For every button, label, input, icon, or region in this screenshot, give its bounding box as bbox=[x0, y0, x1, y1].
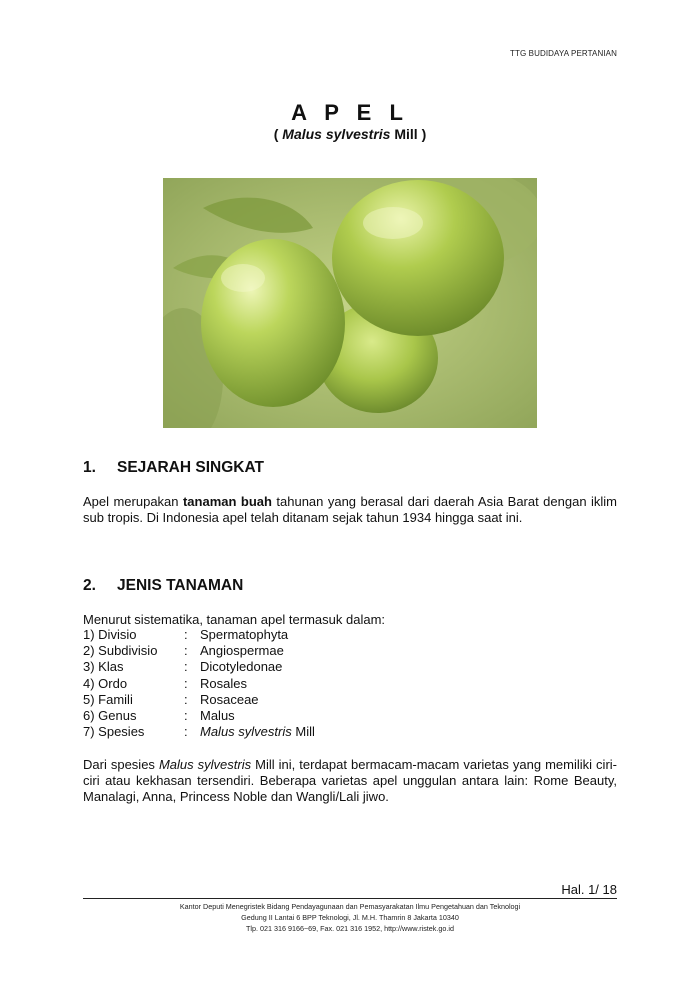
taxonomy-row bbox=[83, 708, 617, 724]
taxonomy-value-rest: Mill bbox=[291, 724, 315, 740]
sejarah-text-a: Apel merupakan bbox=[83, 494, 183, 509]
taxonomy-separator: : bbox=[184, 643, 188, 659]
footer-line-office: Kantor Deputi Menegristek Bidang Pendayagunaan dan Pemasyarakatan Ilmu Pengetahuan dan Teknologi bbox=[179, 902, 521, 911]
taxonomy-value-latin: Malus sylvestris bbox=[200, 724, 292, 740]
taxonomy-value: Malus bbox=[200, 708, 235, 724]
taxonomy-value: Rosales bbox=[200, 675, 247, 691]
taxonomy-value: Dicotyledonae bbox=[200, 659, 283, 675]
subtitle-rest: Mill ) bbox=[390, 126, 427, 142]
footer bbox=[83, 901, 617, 934]
apple-photo-illustration bbox=[163, 178, 537, 428]
section-title: SEJARAH SINGKAT bbox=[117, 459, 264, 476]
taxonomy-key: 5) Famili bbox=[83, 691, 133, 707]
jenis-closing-paragraph bbox=[83, 757, 617, 805]
footer-divider bbox=[83, 898, 617, 899]
taxonomy-value: Rosaceae bbox=[200, 691, 259, 707]
taxonomy-row bbox=[83, 676, 617, 692]
taxonomy-key: 4) Ordo bbox=[83, 675, 128, 691]
taxonomy-separator: : bbox=[184, 708, 188, 724]
taxonomy-row bbox=[83, 659, 617, 675]
taxonomy-separator: : bbox=[184, 627, 188, 642]
closing-text-a: Dari spesies bbox=[83, 757, 159, 772]
sejarah-text-bold: tanaman buah bbox=[182, 494, 272, 509]
taxonomy-separator: : bbox=[184, 724, 188, 740]
taxonomy-separator: : bbox=[184, 675, 188, 691]
section-heading-sejarah bbox=[83, 459, 264, 477]
taxonomy-separator: : bbox=[184, 691, 188, 707]
taxonomy-key: 6) Genus bbox=[83, 708, 137, 724]
subtitle-latin-name: Malus sylvestris bbox=[282, 126, 391, 142]
taxonomy-row bbox=[83, 627, 617, 643]
section-number: 1. bbox=[83, 459, 96, 476]
document-subtitle bbox=[0, 126, 700, 142]
footer-line-address: Gedung II Lantai 6 BPP Teknologi, Jl. M.H. Thamrin 8 Jakarta 10340 bbox=[241, 913, 459, 922]
document-title: A P E L bbox=[291, 100, 409, 125]
taxonomy-list bbox=[83, 627, 617, 740]
sejarah-text-b: tahunan yang berasal dari daerah Asia Barat dengan iklim sub tropis. Di Indonesia apel telah ditanam sejak tahun 1934 hingga saat ini. bbox=[83, 494, 618, 525]
header-note: TTG BUDIDAYA PERTANIAN bbox=[510, 49, 617, 58]
taxonomy-separator: : bbox=[184, 659, 188, 675]
taxonomy-value: Spermatophyta bbox=[200, 627, 289, 642]
section-number: 2. bbox=[83, 577, 96, 594]
apple-photo bbox=[163, 178, 537, 428]
page-number: Hal. 1/ 18 bbox=[561, 882, 617, 897]
taxonomy-value bbox=[200, 724, 315, 740]
footer-line-contact: Tlp. 021 316 9166~69, Fax. 021 316 1952, http://www.ristek.go.id bbox=[246, 924, 454, 933]
jenis-intro: Menurut sistematika, tanaman apel termasuk dalam: bbox=[83, 612, 386, 627]
subtitle-open: ( bbox=[273, 126, 283, 142]
taxonomy-key: 2) Subdivisio bbox=[83, 643, 158, 659]
taxonomy-key: 1) Divisio bbox=[83, 627, 137, 642]
taxonomy-key: 3) Klas bbox=[83, 659, 124, 675]
taxonomy-value: Angiospermae bbox=[200, 643, 284, 659]
taxonomy-key: 7) Spesies bbox=[83, 724, 145, 740]
closing-text-b: Mill ini, terdapat bermacam-macam varietas yang memiliki ciri-ciri atau kekhasan tersendiri. Beberapa varietas apel unggulan antara lain: Rome Beauty, Manalagi, Anna, Princess Noble dan Wangli/Lali jiwo. bbox=[83, 757, 617, 804]
section-title: JENIS TANAMAN bbox=[117, 577, 244, 594]
taxonomy-row bbox=[83, 724, 617, 740]
closing-text-latin: Malus sylvestris bbox=[158, 757, 252, 772]
sejarah-paragraph bbox=[83, 494, 617, 526]
section-heading-jenis bbox=[83, 577, 243, 595]
taxonomy-row bbox=[83, 643, 617, 659]
taxonomy-row bbox=[83, 692, 617, 708]
